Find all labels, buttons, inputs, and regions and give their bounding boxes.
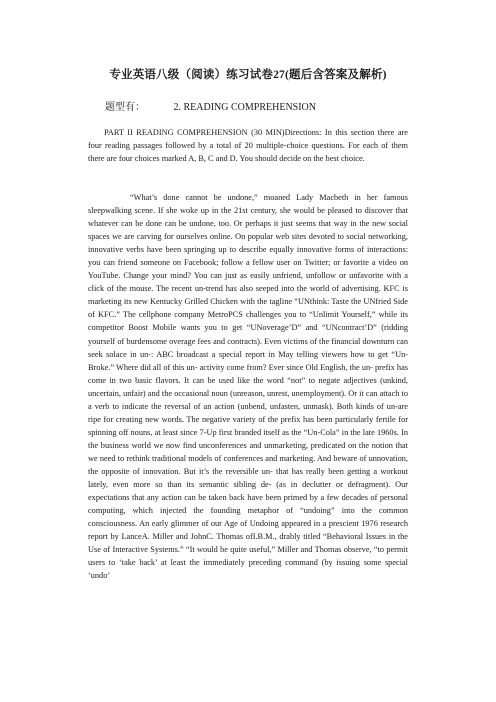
question-type-label: 题型有： xyxy=(105,102,145,113)
question-type-line xyxy=(105,98,316,113)
page-title: 专业英语八级（阅读）练习试卷27(题后含答案及解析) xyxy=(109,69,387,81)
directions-paragraph: PART II READING COMPREHENSION (30 MIN)Directions: In this section there are four reading passages followed by a total of 20 multiple-choice questions. For each of them there are four choices marked A, B, C and D. You should decide on the best choice. xyxy=(88,128,408,164)
passage-paragraph: “What’s done cannot be undone,” moaned Lady Macbeth in her famous sleepwalking scene. If she woke up in the 21st century, she would be pleased to discover that whatever can be done can be undone, too. Or perhaps it just seems that way in the new social spaces we are carving for ourselves online. On popular web sites devoted to social networking, innovative verbs have been springing up to describe equally innovative forms of interactions: you can friend someone on Facebook; follow a fellow user on Twitter; or favorite a video on YouTube. Change your mind? You can just as easily unfriend, unfollow or unfavorite with a click of the mouse. The recent un-trend has also seeped into the world of advertising. KFC is marketing its new Kentucky Grilled Chicken with the tagline “UNthink: Taste the UNfried Side of KFC.” The cellphone company MetroPCS challenges you to “Unlimit Yourself,” while its competitor Boost Mobile wants you to get “UNoverage’D” and “UNcontract’D” (ridding yourself of burdensome overage fees and contracts). Even victims of the financial downturn can seek solace in un-: ABC broadcast a special report in May telling viewers how to get “Un-Broke.” Where did all of this un- activity come from? Ever since Old English, the un- prefix has come in two basic flavors. It can be used like the word “not” to negate adjectives (unkind, uncertain, unfair) and the occasional noun (unreason, unrest, unemployment). Or it can attach to a verb to indicate the reversal of an action (unbend, unfasten, unmask). Both kinds of un-are ripe for creating new words. The negative variety of the prefix has been particularly fertile for spinning off nouns, at least since 7-Up first branded itself as the “Un-Cola” in the late 1960s. In the business world we now find unconferences and unmarketing, predicated on the notion that we need to rethink traditional models of conferences and marketing. And beware of unnovation, the opposite of innovation. But it’s the reversible un- that has really been getting a workout lately, even more so than its semantic sibling de- (as in declutter or defragment). Our expectations that any action can be taken back have been primed by a few decades of personal computing, which injected the founding metaphor of “undoing” into the common consciousness. An early glimmer of our Age of Undoing appeared in a prescient 1976 research report by LanceA. Miller and JohnC. Thomas ofI.B.M., drably titled “Behavioral Issues in the Use of Interactive Systems.” “It would be quite useful,” Miller and Thomas observe, “to permit users to ‘take back’ at least the immediately preceding command (by issuing some special ‘undo’ xyxy=(88,193,408,581)
question-type-value: 2. READING COMPREHENSION xyxy=(173,102,317,113)
